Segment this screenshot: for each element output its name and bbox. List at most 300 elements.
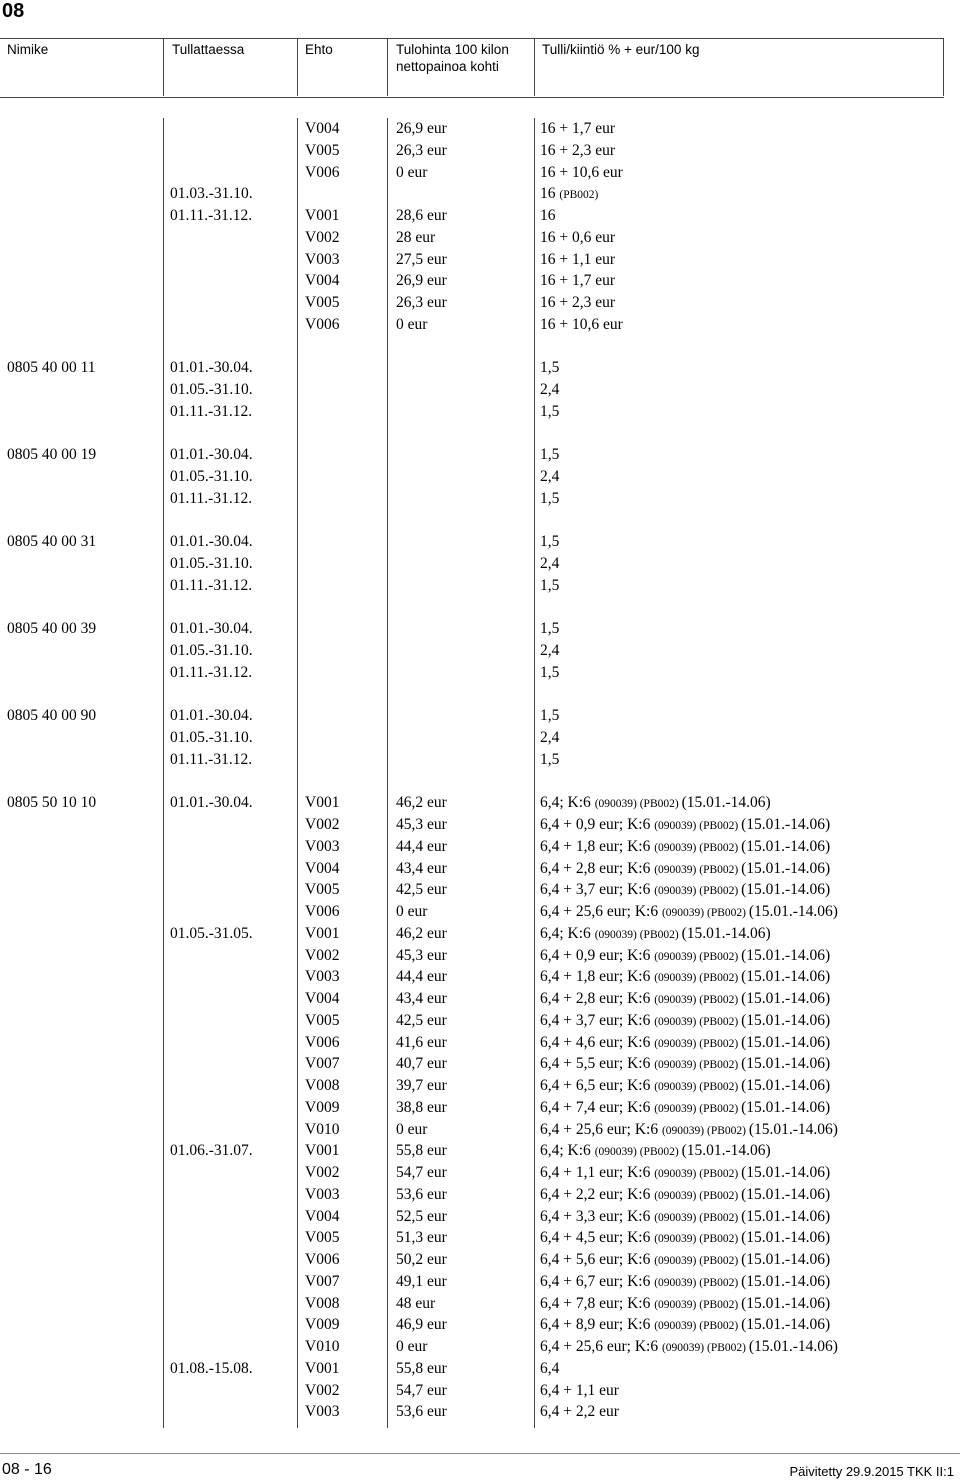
tulli-rate: 6,4 + 25,6 eur; K:6 [540,903,662,920]
cell-tulli [540,292,615,315]
table-row [0,205,960,227]
cell-tulli [540,227,615,250]
cell-c4: 49,1 eur [396,1272,447,1290]
tulli-rate: 1,5 [540,576,560,594]
cell-c2: 01.06.-31.07. [170,1142,253,1160]
cell-tulli [540,1206,830,1229]
tulli-rate: 16 + 1,7 eur [540,272,616,290]
cell-c4: 48 eur [396,1294,436,1312]
table-header [0,38,944,98]
cell-tulli [540,1271,830,1294]
cell-c4: 54,7 eur [396,1381,447,1399]
tulli-period: (15.01.-14.06) [741,1272,831,1290]
cell-c3: V005 [305,1229,340,1247]
cell-c4: 54,7 eur [396,1164,447,1181]
table-row [0,357,960,379]
cell-c4: 46,2 eur [396,794,447,812]
header-divider [163,38,164,96]
table-row [0,183,960,205]
cell-c2: 01.01.-30.04. [170,620,253,638]
table-row [0,705,960,727]
cell-c4: 42,5 eur [396,1011,447,1029]
cell-c3: V010 [305,1120,340,1138]
cell-c4: 44,4 eur [396,837,447,855]
tulli-period: (15.01.-14.06) [748,903,838,920]
cell-c2: 01.11.-31.12. [170,663,253,681]
cell-c4: 28,6 eur [396,207,447,224]
cell-c2: 01.01.-30.04. [170,359,253,377]
cell-tulli [540,488,559,511]
table-row [0,488,960,510]
cell-tulli [540,1336,838,1359]
table-row [0,249,960,271]
cell-c2: 01.05.-31.10. [170,642,253,659]
tulli-codes: (090039) (PB002) [654,863,742,876]
cell-c3: V004 [305,859,340,877]
cell-tulli [540,727,559,750]
cell-c4: 45,3 eur [396,816,447,833]
cell-tulli [540,357,559,380]
table-row [0,1249,960,1271]
cell-c3: V006 [305,1251,340,1268]
table-row [0,118,960,140]
cell-c4: 44,4 eur [396,968,447,986]
cell-c2: 01.11.-31.12. [170,207,253,224]
header-tulohinta-line2: nettopainoa kohti [396,59,499,74]
tulli-rate: 1,5 [540,750,560,768]
tulli-period: (15.01.-14.06) [741,1316,831,1334]
header-tulohinta-line1: Tulohinta 100 kilon [396,42,509,57]
tulli-rate: 6,4 + 3,7 eur; K:6 [540,881,655,899]
tulli-rate: 6,4; K:6 [540,924,595,942]
tulli-codes: (PB002) [559,189,599,202]
table-row [0,1401,960,1423]
cell-c4: 55,8 eur [396,1142,447,1160]
cell-tulli [540,640,559,663]
cell-c4: 0 eur [396,1120,428,1138]
cell-c2: 01.11.-31.12. [170,576,253,594]
table-row [0,1314,960,1336]
cell-tulli [540,379,559,402]
tulli-rate: 6,4 + 25,6 eur; K:6 [540,1120,662,1138]
tulli-period: (15.01.-14.06) [681,794,771,812]
tulli-codes: (090039) (PB002) [594,1146,682,1159]
header-divider [943,38,944,96]
table-row [0,966,960,988]
table-row [0,858,960,880]
cell-tulli [540,792,771,815]
cell-tulli [540,249,615,272]
header-tulli: Tulli/kiintiö % + eur/100 kg [542,42,700,57]
cell-tulli [540,966,830,989]
cell-c4: 51,3 eur [396,1229,447,1247]
tulli-rate: 1,5 [540,489,560,507]
table-row [0,1206,960,1228]
cell-tulli [540,401,559,424]
cell-c4: 0 eur [396,1338,428,1355]
tulli-rate: 6,4 + 25,6 eur; K:6 [540,1338,662,1355]
table-row [0,771,960,793]
cell-c1: 0805 40 00 31 [7,533,97,551]
table-row [0,684,960,706]
tulli-rate: 6,4 + 0,9 eur; K:6 [540,946,655,964]
tulli-codes: (090039) (PB002) [654,1059,742,1072]
cell-tulli [540,1358,559,1381]
cell-c3: V004 [305,120,340,137]
cell-c3: V002 [305,1164,340,1181]
cell-c4: 46,9 eur [396,1316,447,1334]
cell-c3: V001 [305,1142,340,1160]
cell-c3: V002 [305,228,340,246]
tulli-period: (15.01.-14.06) [741,1294,831,1312]
table-row [0,531,960,553]
tulli-period: (15.01.-14.06) [741,859,831,877]
cell-c3: V004 [305,1207,340,1225]
cell-tulli [540,1097,830,1120]
cell-tulli [540,1249,830,1272]
table-row [0,814,960,836]
cell-c4: 28 eur [396,228,436,246]
cell-c2: 01.05.-31.05. [170,924,253,942]
cell-c4: 27,5 eur [396,250,447,268]
tulli-period: (15.01.-14.06) [741,1077,831,1094]
tulli-rate: 1,5 [540,533,560,551]
cell-c4: 39,7 eur [396,1077,447,1094]
tulli-rate: 2,4 [540,381,560,398]
table-row [0,836,960,858]
table-row [0,727,960,749]
cell-c1: 0805 40 00 39 [7,620,97,638]
tulli-rate: 6,4 + 2,2 eur [540,1403,619,1421]
tulli-rate: 6,4 + 4,6 eur; K:6 [540,1033,655,1051]
cell-c4: 50,2 eur [396,1251,447,1268]
tulli-rate: 6,4 + 6,5 eur; K:6 [540,1077,655,1094]
cell-c4: 0 eur [396,903,428,920]
tulli-rate: 6,4; K:6 [540,1142,595,1160]
cell-c3: V003 [305,250,340,268]
cell-c3: V009 [305,1316,340,1334]
tulli-codes: (090039) (PB002) [661,1342,749,1354]
header-nimike: Nimike [7,42,49,57]
table-row [0,1075,960,1097]
tulli-codes: (090039) (PB002) [654,820,742,832]
cell-tulli [540,1010,830,1033]
tulli-codes: (090039) (PB002) [594,798,682,811]
cell-tulli [540,270,615,293]
tulli-rate: 6,4 + 1,1 eur [540,1381,619,1399]
cell-c3: V003 [305,1403,340,1421]
cell-c3: V004 [305,272,340,290]
tulli-codes: (090039) (PB002) [654,885,742,898]
tulli-rate: 6,4 + 3,7 eur; K:6 [540,1011,655,1029]
cell-tulli [540,662,559,685]
tulli-period: (15.01.-14.06) [681,1142,771,1160]
tulli-period: (15.01.-14.06) [741,1229,831,1247]
tulli-rate: 1,5 [540,663,560,681]
table-row [0,901,960,923]
tulli-period: (15.01.-14.06) [748,1120,838,1138]
tulli-rate: 2,4 [540,468,560,485]
table-row [0,270,960,292]
cell-c3: V005 [305,1011,340,1029]
header-divider [297,38,298,96]
cell-tulli [540,183,598,206]
cell-c3: V005 [305,294,340,311]
tulli-rate: 6,4 [540,1359,560,1377]
tulli-codes: (090039) (PB002) [654,950,742,963]
tulli-rate: 6,4 + 2,8 eur; K:6 [540,859,655,877]
table-row [0,1053,960,1075]
header-divider [387,38,388,96]
cell-c3: V006 [305,903,340,920]
cell-c4: 41,6 eur [396,1033,447,1051]
tulli-codes: (090039) (PB002) [661,907,749,919]
tulli-rate: 16 + 2,3 eur [540,141,616,159]
tulli-period: (15.01.-14.06) [741,1098,831,1116]
table-row [0,292,960,314]
cell-c2: 01.05.-31.10. [170,468,253,485]
cell-c4: 55,8 eur [396,1359,447,1377]
cell-c2: 01.08.-15.08. [170,1359,253,1377]
table-row [0,162,960,184]
cell-tulli [540,945,830,968]
tulli-period: (15.01.-14.06) [681,924,771,942]
tulli-rate: 1,5 [540,620,560,638]
tulli-rate: 6,4 + 5,6 eur; K:6 [540,1251,655,1268]
cell-c1: 0805 40 00 90 [7,707,97,725]
tulli-rate: 1,5 [540,707,560,725]
cell-tulli [540,575,559,598]
cell-c4: 46,2 eur [396,924,447,942]
tulli-rate: 16 + 10,6 eur [540,163,623,181]
tulli-codes: (090039) (PB002) [654,1037,742,1050]
cell-c1: 0805 40 00 11 [7,359,96,377]
table-row [0,988,960,1010]
tulli-rate: 16 + 2,3 eur [540,294,616,311]
tulli-rate: 2,4 [540,555,560,572]
cell-c2: 01.01.-30.04. [170,533,253,551]
cell-tulli [540,444,559,467]
cell-c4: 52,5 eur [396,1207,447,1225]
cell-c3: V001 [305,924,340,942]
cell-c3: V004 [305,990,340,1007]
cell-c4: 43,4 eur [396,990,447,1007]
cell-c4: 26,9 eur [396,120,447,137]
cell-c1: 0805 40 00 19 [7,446,97,464]
cell-c4: 38,8 eur [396,1098,447,1116]
tulli-rate: 1,5 [540,446,560,464]
tulli-rate: 6,4 + 1,8 eur; K:6 [540,837,655,855]
cell-c3: V001 [305,1359,340,1377]
table-row [0,444,960,466]
cell-c2: 01.01.-30.04. [170,446,253,464]
footer-divider [0,1453,960,1454]
table-row [0,1380,960,1402]
page-number: 08 - 16 [2,1461,52,1478]
tulli-period: (15.01.-14.06) [741,881,831,899]
cell-c3: V006 [305,163,340,181]
table-row [0,1140,960,1162]
tulli-period: (15.01.-14.06) [741,990,831,1007]
tulli-rate: 16 + 1,7 eur [540,120,616,137]
cell-tulli [540,858,830,881]
cell-c3: V005 [305,141,340,159]
cell-tulli [540,1032,830,1055]
tulli-rate: 2,4 [540,729,560,746]
tulli-codes: (090039) (PB002) [654,841,742,854]
cell-tulli [540,1075,830,1098]
tulli-codes: (090039) (PB002) [654,972,742,985]
tulli-rate: 16 [540,207,556,224]
tulli-rate: 6,4 + 7,4 eur; K:6 [540,1098,655,1116]
table-row [0,1010,960,1032]
table-row [0,336,960,358]
tulli-period: (15.01.-14.06) [741,1207,831,1225]
table-row [0,553,960,575]
tulli-rate: 16 + 1,1 eur [540,250,616,268]
table-row [0,792,960,814]
tulli-period: (15.01.-14.06) [741,1055,831,1073]
table-row [0,1162,960,1184]
cell-tulli [540,705,559,728]
cell-c3: V001 [305,207,340,224]
tulli-rate: 6,4 + 7,8 eur; K:6 [540,1294,655,1312]
tulli-codes: (090039) (PB002) [654,1102,742,1115]
tulli-codes: (090039) (PB002) [654,1298,742,1311]
tulli-rate: 6,4 + 6,7 eur; K:6 [540,1272,655,1290]
tulli-rate: 6,4 + 0,9 eur; K:6 [540,816,655,833]
cell-tulli [540,814,830,837]
tulli-period: (15.01.-14.06) [741,968,831,986]
table-row [0,662,960,684]
table-row [0,1271,960,1293]
cell-c2: 01.01.-30.04. [170,794,253,812]
tulli-codes: (090039) (PB002) [654,1015,742,1028]
tulli-codes: (090039) (PB002) [654,994,742,1006]
table-row [0,1184,960,1206]
tulli-rate: 2,4 [540,642,560,659]
tulli-period: (15.01.-14.06) [741,1185,831,1203]
cell-c3: V003 [305,968,340,986]
cell-tulli [540,988,830,1011]
cell-c2: 01.03.-31.10. [170,185,253,203]
table-row [0,597,960,619]
cell-c2: 01.05.-31.10. [170,381,253,398]
cell-tulli [540,618,559,641]
table-row [0,1293,960,1315]
tulli-rate: 6,4 + 2,8 eur; K:6 [540,990,655,1007]
table-row [0,1032,960,1054]
cell-tulli [540,1293,830,1316]
cell-tulli [540,553,559,576]
tulli-rate: 6,4 + 4,5 eur; K:6 [540,1229,655,1247]
cell-c4: 40,7 eur [396,1055,447,1073]
tulli-codes: (090039) (PB002) [654,1211,742,1224]
tulli-rate: 6,4 + 2,2 eur; K:6 [540,1185,655,1203]
tulli-codes: (090039) (PB002) [654,1081,742,1093]
cell-tulli [540,205,556,228]
cell-tulli [540,1119,838,1142]
cell-tulli [540,162,623,185]
cell-c3: V008 [305,1294,340,1312]
cell-tulli [540,1314,830,1337]
tulli-rate: 6,4 + 8,9 eur; K:6 [540,1316,655,1334]
cell-c4: 26,3 eur [396,141,447,159]
cell-tulli [540,531,559,554]
table-row [0,575,960,597]
tulli-period: (15.01.-14.06) [741,946,831,964]
tulli-codes: (090039) (PB002) [661,1124,749,1137]
table-body [0,118,960,1428]
cell-c4: 53,6 eur [396,1403,447,1421]
cell-tulli [540,1380,619,1403]
update-date: Päivitetty 29.9.2015 TKK II:1 [789,1464,954,1479]
cell-c3: V008 [305,1077,340,1094]
cell-c2: 01.11.-31.12. [170,489,253,507]
cell-tulli [540,923,771,946]
cell-c3: V007 [305,1055,340,1073]
cell-tulli [540,140,615,163]
cell-c4: 0 eur [396,163,428,181]
cell-c2: 01.05.-31.10. [170,555,253,572]
cell-c4: 26,9 eur [396,272,447,290]
table-row [0,401,960,423]
tulli-codes: (090039) (PB002) [654,1189,742,1202]
table-row [0,314,960,336]
cell-c3: V006 [305,1033,340,1051]
cell-c4: 43,4 eur [396,859,447,877]
table-row [0,466,960,488]
tulli-period: (15.01.-14.06) [748,1338,838,1355]
table-row [0,1097,960,1119]
cell-c3: V007 [305,1272,340,1290]
cell-tulli [540,466,559,489]
cell-c4: 45,3 eur [396,946,447,964]
cell-tulli [540,749,559,772]
cell-tulli [540,836,830,859]
table-row [0,1119,960,1141]
table-row [0,618,960,640]
tulli-codes: (090039) (PB002) [654,1320,742,1333]
table-row [0,945,960,967]
cell-tulli [540,1162,830,1185]
table-row [0,1336,960,1358]
header-tullattaessa: Tullattaessa [172,42,245,57]
tulli-codes: (090039) (PB002) [654,1233,742,1246]
table-row [0,140,960,162]
table-row [0,227,960,249]
cell-c4: 53,6 eur [396,1185,447,1203]
tulli-codes: (090039) (PB002) [594,928,682,941]
cell-c2: 01.01.-30.04. [170,707,253,725]
cell-tulli [540,1053,830,1076]
tulli-period: (15.01.-14.06) [741,1251,831,1268]
cell-c3: V003 [305,1185,340,1203]
table-row [0,749,960,771]
cell-tulli [540,1227,830,1250]
tulli-rate: 6,4 + 1,1 eur; K:6 [540,1164,655,1181]
tulli-period: (15.01.-14.06) [741,1164,831,1181]
table-row [0,923,960,945]
cell-c2: 01.11.-31.12. [170,402,253,420]
tulli-rate: 1,5 [540,402,560,420]
tulli-period: (15.01.-14.06) [741,1011,831,1029]
table-row [0,879,960,901]
cell-tulli [540,314,623,337]
tulli-period: (15.01.-14.06) [741,837,831,855]
cell-c1: 0805 50 10 10 [7,794,97,812]
cell-c4: 0 eur [396,315,428,333]
